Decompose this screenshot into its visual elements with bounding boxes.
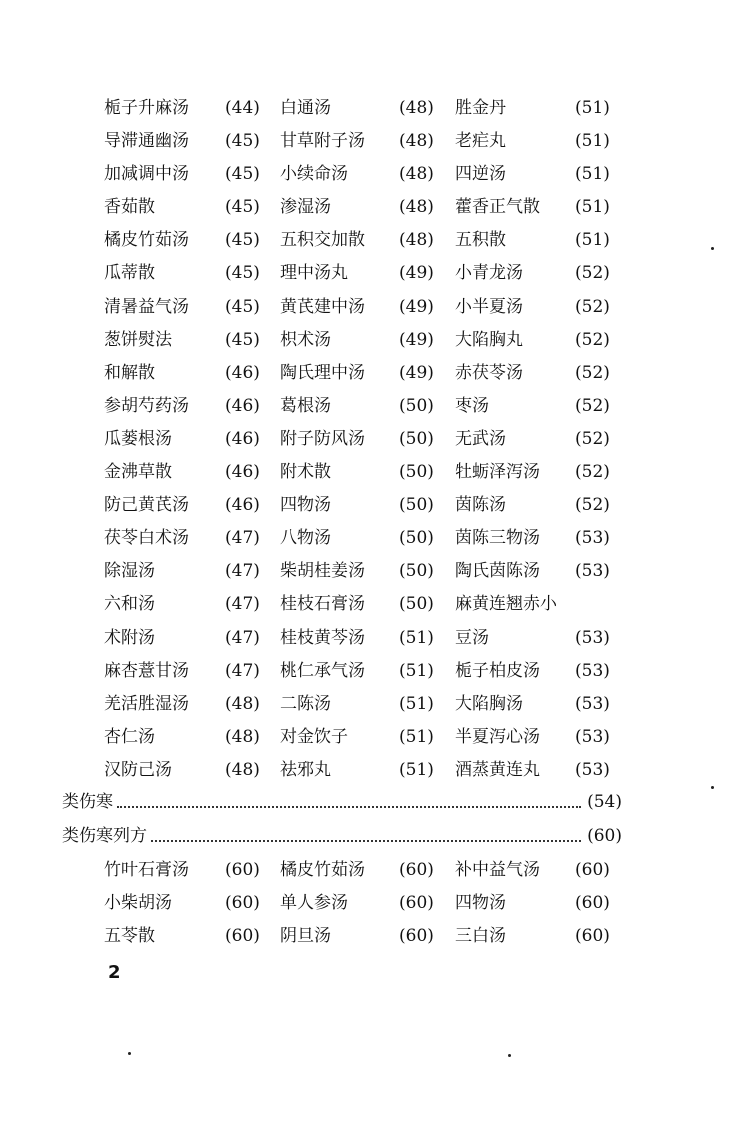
formula-page: (51) xyxy=(399,759,434,780)
formula-name: 茯苓白术汤 xyxy=(104,528,189,549)
formula-page: (60) xyxy=(225,893,260,914)
index-row xyxy=(104,588,624,621)
formula-name: 单人参汤 xyxy=(280,893,348,914)
index-row xyxy=(104,622,624,655)
formula-page: (51) xyxy=(399,660,434,681)
formula-page: (48) xyxy=(399,131,434,152)
formula-page: (45) xyxy=(225,164,260,185)
speck-mark xyxy=(128,1052,131,1055)
index-row xyxy=(104,920,624,953)
formula-page: (50) xyxy=(399,395,434,416)
formula-name: 四逆汤 xyxy=(455,164,506,185)
formula-name: 半夏泻心汤 xyxy=(455,726,540,747)
formula-name: 赤茯苓汤 xyxy=(455,362,523,383)
index-row xyxy=(104,257,624,290)
formula-name: 补中益气汤 xyxy=(455,860,540,880)
formula-page: (52) xyxy=(575,495,610,516)
formula-page: (50) xyxy=(399,528,434,549)
formula-name: 白通汤 xyxy=(280,98,331,118)
formula-page: (45) xyxy=(225,230,260,251)
index-row xyxy=(104,191,624,224)
formula-page: (60) xyxy=(399,893,434,914)
index-row xyxy=(104,456,624,489)
formula-name: 胜金丹 xyxy=(455,98,506,118)
formula-name: 三白汤 xyxy=(455,926,506,947)
formula-index-table-2 xyxy=(104,854,624,953)
formula-page: (47) xyxy=(225,660,260,681)
formula-name: 附子防风汤 xyxy=(280,428,365,449)
formula-page: (51) xyxy=(399,693,434,714)
formula-name: 瓜蒌根汤 xyxy=(104,428,172,449)
formula-page: (48) xyxy=(225,726,260,747)
formula-page: (48) xyxy=(399,230,434,251)
formula-page: (50) xyxy=(399,428,434,449)
formula-name: 桃仁承气汤 xyxy=(280,660,365,681)
formula-page: (53) xyxy=(575,627,610,648)
speck-mark xyxy=(508,1054,511,1057)
formula-name: 小续命汤 xyxy=(280,164,348,185)
index-row xyxy=(104,390,624,423)
formula-page: (48) xyxy=(225,693,260,714)
formula-page: (52) xyxy=(575,329,610,350)
section-entry xyxy=(62,820,622,853)
formula-name: 陶氏茵陈汤 xyxy=(455,561,540,582)
formula-name: 金沸草散 xyxy=(104,462,172,483)
formula-name: 枣汤 xyxy=(455,395,489,416)
index-row xyxy=(104,721,624,754)
index-row xyxy=(104,854,624,887)
formula-page: (46) xyxy=(225,395,260,416)
formula-page: (49) xyxy=(399,263,434,284)
formula-name: 橘皮竹茹汤 xyxy=(104,230,189,251)
formula-name: 对金饮子 xyxy=(280,726,348,747)
formula-page: (51) xyxy=(575,197,610,218)
formula-index-table xyxy=(104,92,624,787)
index-row xyxy=(104,357,624,390)
formula-name: 桂枝黄芩汤 xyxy=(280,627,365,648)
formula-page: (50) xyxy=(399,594,434,615)
formula-name: 枳术汤 xyxy=(280,329,331,350)
index-row xyxy=(104,555,624,588)
index-row xyxy=(104,489,624,522)
formula-name: 竹叶石膏汤 xyxy=(104,860,189,880)
formula-page: (44) xyxy=(225,98,260,118)
section-page: (60) xyxy=(587,826,622,846)
formula-name: 六和汤 xyxy=(104,594,155,615)
index-row xyxy=(104,324,624,357)
formula-name: 理中汤丸 xyxy=(280,263,348,284)
formula-page: (50) xyxy=(399,561,434,582)
formula-name: 柴胡桂姜汤 xyxy=(280,561,365,582)
formula-name: 导滞通幽汤 xyxy=(104,131,189,152)
formula-name: 除湿汤 xyxy=(104,561,155,582)
formula-name: 防己黄芪汤 xyxy=(104,495,189,516)
formula-name: 附术散 xyxy=(280,462,331,483)
formula-page: (52) xyxy=(575,428,610,449)
section-entry xyxy=(62,786,622,819)
formula-page: (52) xyxy=(575,362,610,383)
formula-page: (51) xyxy=(575,230,610,251)
formula-page: (51) xyxy=(575,164,610,185)
formula-name: 术附汤 xyxy=(104,627,155,648)
index-row xyxy=(104,423,624,456)
formula-name: 杏仁汤 xyxy=(104,726,155,747)
formula-name: 和解散 xyxy=(104,362,155,383)
formula-name: 麻杏薏甘汤 xyxy=(104,660,189,681)
formula-page: (60) xyxy=(225,926,260,947)
formula-page: (50) xyxy=(399,462,434,483)
formula-name: 羌活胜湿汤 xyxy=(104,693,189,714)
formula-page: (47) xyxy=(225,594,260,615)
formula-name: 渗湿汤 xyxy=(280,197,331,218)
formula-page: (47) xyxy=(225,528,260,549)
formula-name: 汉防己汤 xyxy=(104,759,172,780)
formula-page: (60) xyxy=(399,860,434,880)
index-row xyxy=(104,125,624,158)
formula-page: (46) xyxy=(225,495,260,516)
index-row xyxy=(104,688,624,721)
formula-name: 五苓散 xyxy=(104,926,155,947)
formula-name: 麻黄连翘赤小 xyxy=(455,594,557,615)
formula-name: 栀子柏皮汤 xyxy=(455,660,540,681)
formula-name: 小半夏汤 xyxy=(455,296,523,317)
formula-page: (53) xyxy=(575,660,610,681)
formula-page: (49) xyxy=(399,329,434,350)
formula-page: (47) xyxy=(225,627,260,648)
formula-page: (51) xyxy=(575,131,610,152)
formula-page: (45) xyxy=(225,296,260,317)
formula-page: (51) xyxy=(399,726,434,747)
formula-name: 老疟丸 xyxy=(455,131,506,152)
index-row xyxy=(104,158,624,191)
formula-page: (45) xyxy=(225,197,260,218)
page-number: 2 xyxy=(108,962,121,983)
formula-name: 豆汤 xyxy=(455,627,489,648)
formula-page: (46) xyxy=(225,462,260,483)
formula-page: (51) xyxy=(399,627,434,648)
formula-page: (46) xyxy=(225,428,260,449)
formula-name: 加减调中汤 xyxy=(104,164,189,185)
formula-name: 橘皮竹茹汤 xyxy=(280,860,365,880)
speck-mark xyxy=(711,786,714,789)
formula-name: 祛邪丸 xyxy=(280,759,331,780)
formula-name: 二陈汤 xyxy=(280,693,331,714)
formula-page: (60) xyxy=(399,926,434,947)
formula-page: (45) xyxy=(225,263,260,284)
formula-page: (60) xyxy=(575,860,610,880)
formula-page: (53) xyxy=(575,561,610,582)
formula-name: 参胡芍药汤 xyxy=(104,395,189,416)
formula-page: (53) xyxy=(575,528,610,549)
formula-page: (46) xyxy=(225,362,260,383)
formula-name: 大陷胸丸 xyxy=(455,329,523,350)
formula-page: (50) xyxy=(399,495,434,516)
formula-page: (49) xyxy=(399,296,434,317)
formula-page: (48) xyxy=(225,759,260,780)
formula-page: (49) xyxy=(399,362,434,383)
index-row xyxy=(104,522,624,555)
index-row xyxy=(104,655,624,688)
formula-page: (53) xyxy=(575,693,610,714)
index-row xyxy=(104,887,624,920)
formula-page: (51) xyxy=(575,98,610,118)
formula-page: (45) xyxy=(225,131,260,152)
index-row xyxy=(104,224,624,257)
formula-name: 牡蛎泽泻汤 xyxy=(455,462,540,483)
formula-name: 香茹散 xyxy=(104,197,155,218)
formula-name: 茵陈汤 xyxy=(455,495,506,516)
formula-page: (53) xyxy=(575,759,610,780)
speck-mark xyxy=(711,247,714,250)
formula-name: 八物汤 xyxy=(280,528,331,549)
formula-name: 黄芪建中汤 xyxy=(280,296,365,317)
formula-name: 茵陈三物汤 xyxy=(455,528,540,549)
formula-name: 陶氏理中汤 xyxy=(280,362,365,383)
index-row xyxy=(104,291,624,324)
formula-page: (52) xyxy=(575,263,610,284)
formula-page: (48) xyxy=(399,164,434,185)
formula-page: (53) xyxy=(575,726,610,747)
dot-leader xyxy=(117,786,581,808)
formula-name: 五积散 xyxy=(455,230,506,251)
formula-name: 葛根汤 xyxy=(280,395,331,416)
formula-name: 小柴胡汤 xyxy=(104,893,172,914)
formula-name: 藿香正气散 xyxy=(455,197,540,218)
dot-leader xyxy=(151,820,581,842)
formula-name: 小青龙汤 xyxy=(455,263,523,284)
index-row xyxy=(104,754,624,787)
formula-name: 大陷胸汤 xyxy=(455,693,523,714)
index-row xyxy=(104,92,624,125)
formula-page: (60) xyxy=(225,860,260,880)
formula-name: 栀子升麻汤 xyxy=(104,98,189,118)
formula-name: 四物汤 xyxy=(280,495,331,516)
formula-name: 阴旦汤 xyxy=(280,926,331,947)
formula-name: 葱饼熨法 xyxy=(104,329,172,350)
formula-page: (52) xyxy=(575,296,610,317)
formula-name: 清暑益气汤 xyxy=(104,296,189,317)
formula-page: (45) xyxy=(225,329,260,350)
formula-page: (52) xyxy=(575,462,610,483)
section-title: 类伤寒列方 xyxy=(62,826,147,846)
formula-page: (60) xyxy=(575,893,610,914)
formula-name: 四物汤 xyxy=(455,893,506,914)
formula-name: 桂枝石膏汤 xyxy=(280,594,365,615)
formula-page: (48) xyxy=(399,197,434,218)
formula-name: 酒蒸黄连丸 xyxy=(455,759,540,780)
formula-page: (47) xyxy=(225,561,260,582)
formula-page: (52) xyxy=(575,395,610,416)
section-title: 类伤寒 xyxy=(62,792,113,812)
formula-name: 甘草附子汤 xyxy=(280,131,365,152)
formula-name: 五积交加散 xyxy=(280,230,365,251)
formula-name: 瓜蒂散 xyxy=(104,263,155,284)
section-page: (54) xyxy=(587,792,622,812)
formula-name: 无武汤 xyxy=(455,428,506,449)
formula-page: (60) xyxy=(575,926,610,947)
formula-page: (48) xyxy=(399,98,434,118)
